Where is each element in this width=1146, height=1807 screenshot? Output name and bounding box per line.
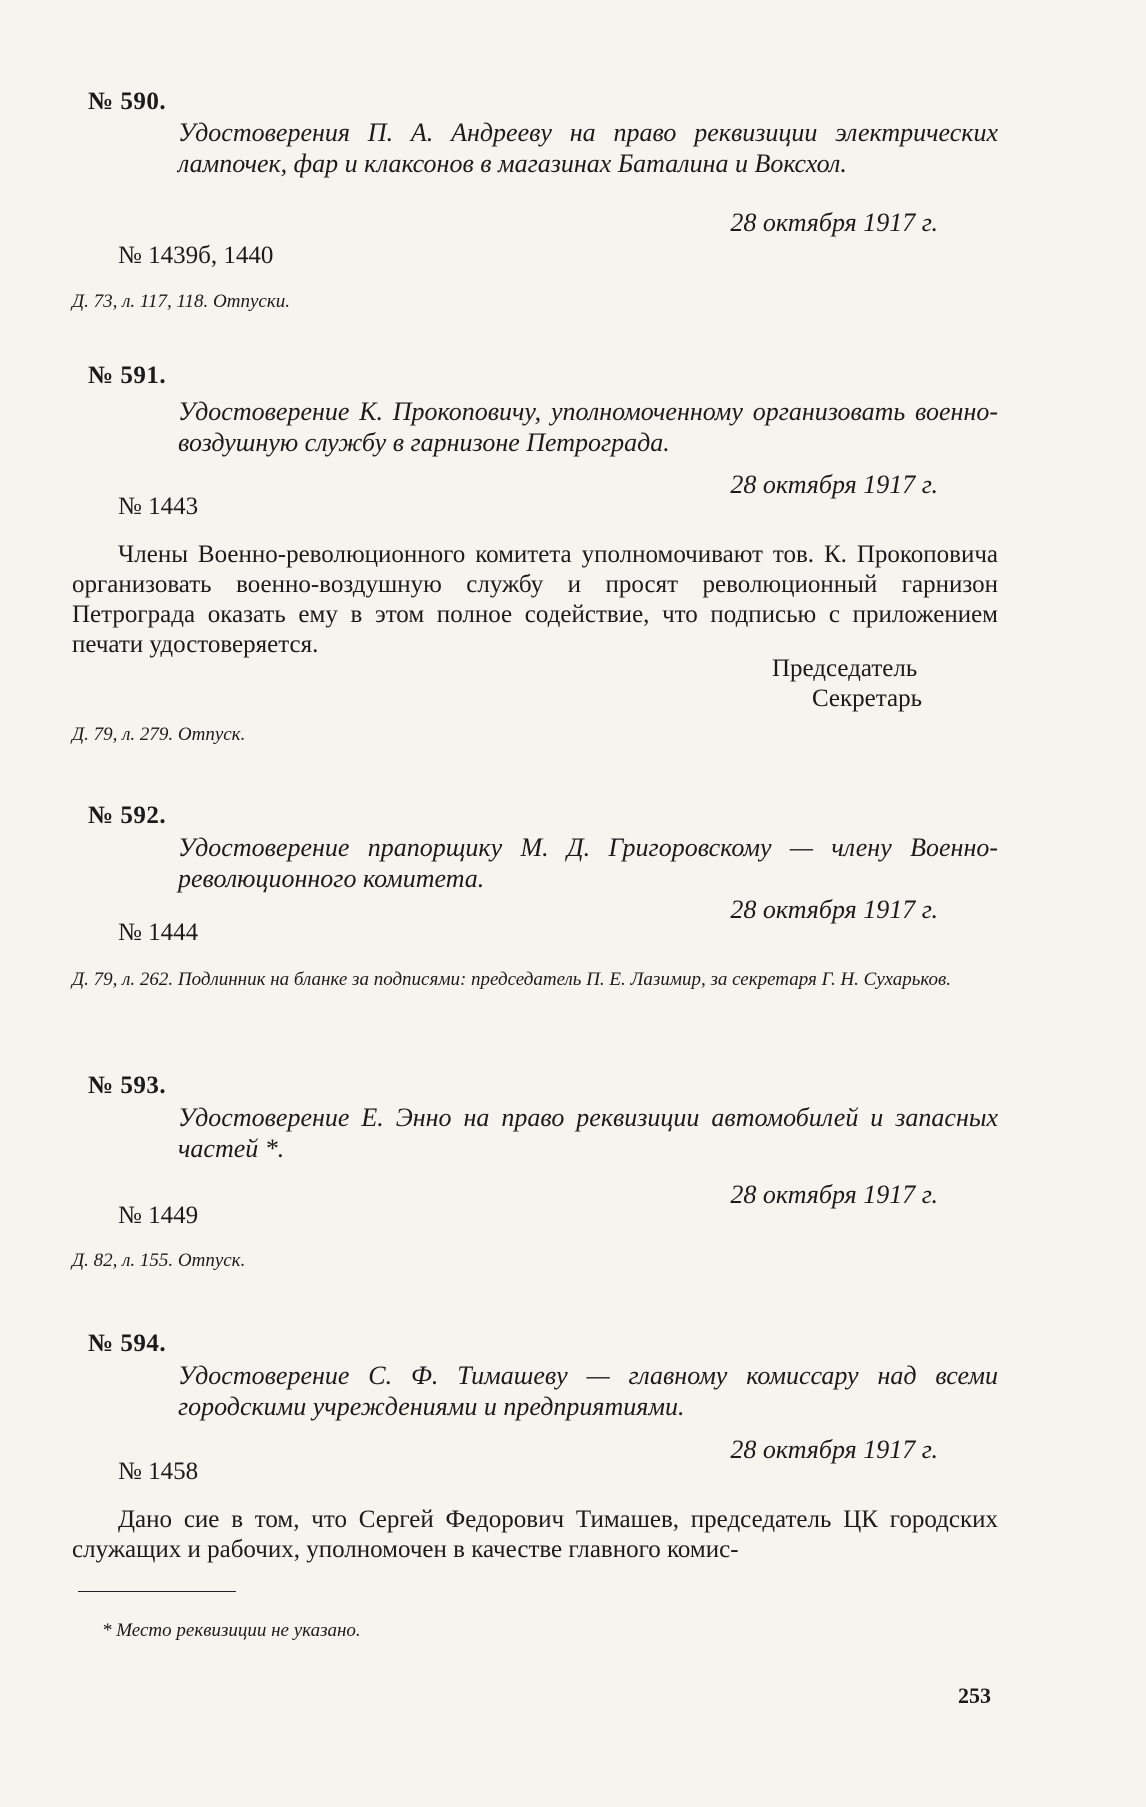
entry-date: 28 октября 1917 г. [730, 1435, 938, 1464]
document-text: Члены Военно-революционного комитета уполномочивают тов. К. Прокоповича организовать военно-воздушную службу и просят революционный гарнизон Петрограда оказать ему в этом полное содействие, что подписью с приложением печати удостоверяется. [72, 541, 998, 658]
archive-ref: № 1458 [118, 1458, 199, 1485]
entry-number: № 594. [88, 1330, 167, 1357]
entry-number: № 592. [88, 802, 167, 829]
entry-title: Удостоверение К. Прокоповичу, уполномоченному организовать военно-воздушную службу в гарнизоне Петрограда. [178, 397, 998, 457]
signature-chair: Председатель [771, 655, 918, 682]
archive-ref: № 1443 [118, 493, 199, 520]
source-note: Д. 79, л. 279. Отпуск. [72, 724, 246, 745]
archive-ref: № 1444 [118, 919, 199, 946]
entry-date: 28 октября 1917 г. [730, 1180, 938, 1209]
entry-title: Удостоверения П. А. Андрееву на право реквизиции электрических лампочек, фар и клаксонов в магазинах Баталина и Воксхол. [178, 118, 998, 178]
document-text: Дано сие в том, что Сергей Федорович Тимашев, председатель ЦК городских служащих и рабочих, уполномочен в качестве главного комис- [72, 1506, 998, 1563]
entry-title: Удостоверение Е. Энно на право реквизиции автомобилей и запасных частей *. [178, 1103, 998, 1163]
archive-ref: № 1439б, 1440 [118, 242, 274, 269]
footnote-rule [78, 1591, 236, 1592]
signature-secretary: Секретарь [811, 685, 922, 712]
entry-number: № 590. [88, 88, 167, 115]
entry-title: Удостоверение прапорщику М. Д. Григоровскому — члену Военно-революционного комитета. [178, 833, 998, 893]
entry-title: Удостоверение С. Ф. Тимашеву — главному комиссару над всеми городскими учреждениями и предприятиями. [178, 1361, 998, 1421]
page-number: 253 [958, 1683, 991, 1708]
entry-date: 28 октября 1917 г. [730, 895, 938, 924]
source-note: Д. 73, л. 117, 118. Отпуски. [72, 291, 290, 312]
source-note: Д. 79, л. 262. Подлинник на бланке за подписями: председатель П. Е. Лазимир, за секретаря Г. Н. Сухарьков. [72, 969, 952, 990]
footnote: * Место реквизиции не указано. [102, 1620, 361, 1641]
source-note: Д. 82, л. 155. Отпуск. [72, 1250, 246, 1271]
archive-ref: № 1449 [118, 1202, 199, 1229]
entry-number: № 593. [88, 1072, 167, 1099]
signatures [772, 654, 922, 714]
entry-date: 28 октября 1917 г. [730, 470, 938, 499]
entry-number: № 591. [88, 362, 167, 389]
entry-date: 28 октября 1917 г. [730, 208, 938, 237]
